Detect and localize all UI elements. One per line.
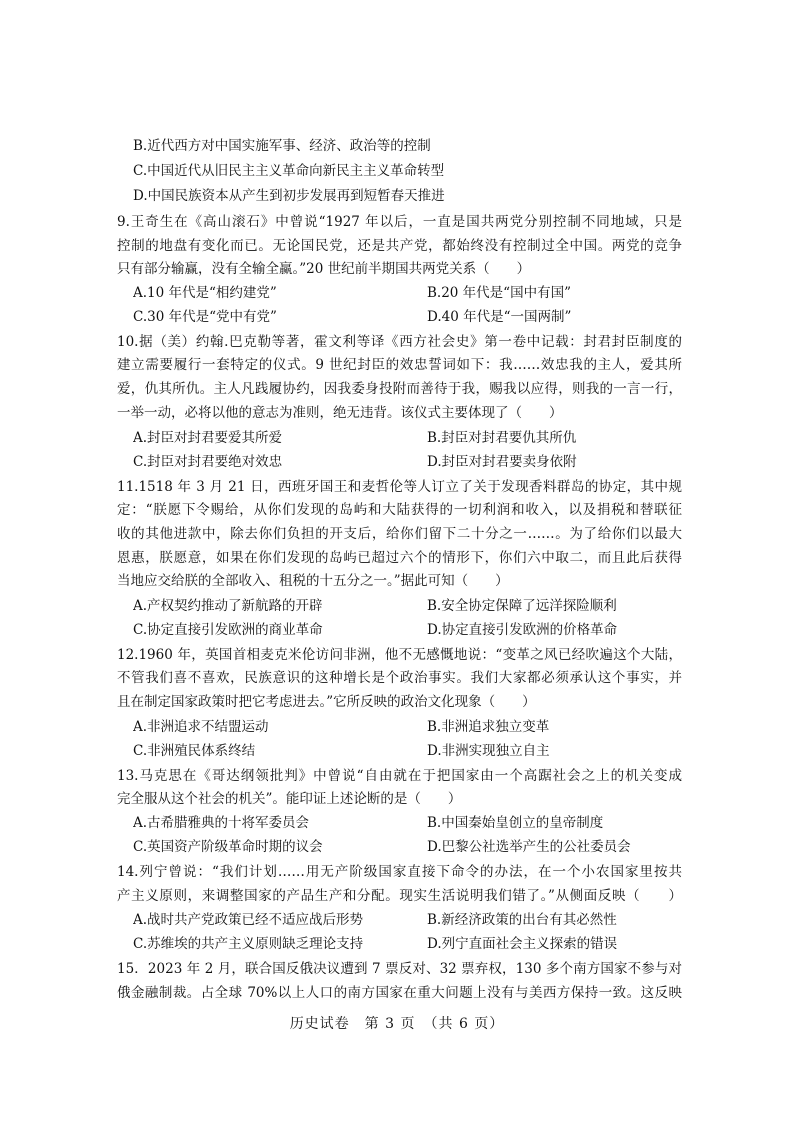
- q11-stem-line-1: 11.1518 年 3 月 21 日，西班牙国王和麦哲伦等人订立了关于发现香料群岛的协定，其中规: [117, 479, 682, 495]
- q12-option-c: C.非洲殖民体系终结: [133, 743, 256, 759]
- q11-stem-line-3: 收的其他进款中，除去你们负担的开支后，给你们留下二十分之一……。为了给你们以最大: [117, 526, 682, 542]
- q9-option-a: A.10 年代是“相约建党”: [133, 285, 277, 301]
- q14-option-a: A.战时共产党政策已经不适应战后形势: [133, 912, 364, 928]
- q12-stem-line-3: 且在制定国家政策时把它考虑进去。”它所反映的政治文化现象（ ）: [117, 694, 536, 710]
- q13-option-b: B.中国秦始皇创立的皇帝制度: [427, 815, 604, 831]
- q11-option-b: B.安全协定保障了远洋探险顺利: [427, 598, 617, 614]
- q9-stem-line-3: 只有部分输赢，没有全输全赢。”20 世纪前半期国共两党关系（ ）: [117, 261, 531, 277]
- q11-stem-line-4: 恩惠，朕愿意，如果在你们发现的岛屿已超过六个的情形下，你们六中取二，而且此后获得: [117, 550, 682, 566]
- q12-option-b: B.非洲追求独立变革: [427, 719, 550, 735]
- q12-stem-line-1: 12.1960 年，英国首相麦克米伦访问非洲，他不无感慨地说：“变革之风已经吹遍这个大陆，: [117, 647, 682, 663]
- q9-option-c: C.30 年代是“党中有党”: [133, 309, 277, 325]
- q13-option-a: A.古希腊雅典的十将军委员会: [133, 815, 310, 831]
- q11-stem-line-5: 当地应交给朕的全部收入、租税的十五分之一。”据此可知（ ）: [117, 573, 509, 589]
- q14-option-d: D.列宁直面社会主义探索的错误: [427, 936, 618, 952]
- q11-option-a: A.产权契约推动了新航路的开辟: [133, 598, 323, 614]
- q13-option-d: D.巴黎公社选举产生的公社委员会: [427, 839, 631, 855]
- q10-option-c: C.封臣对封君要绝对效忠: [133, 454, 283, 470]
- q10-option-a: A.封臣对封君要爱其所爱: [133, 430, 283, 446]
- q14-option-c: C.苏维埃的共产主义原则缺乏理论支持: [133, 936, 364, 952]
- q13-stem-line-1: 13.马克思在《哥达纲领批判》中曾说“自由就在于把国家由一个高踞社会之上的机关变成: [117, 768, 682, 784]
- q15-stem-line-2: 俄金融制裁。占全球 70%以上人口的南方国家在重大问题上没有与美西方保持一致。这反映: [117, 985, 682, 1001]
- q8-option-d: D.中国民族资本从产生到初步发展再到短暂春天推进: [133, 188, 445, 204]
- q11-option-d: D.协定直接引发欧洲的价格革命: [427, 622, 618, 638]
- q9-option-b: B.20 年代是“国中有国”: [427, 285, 571, 301]
- q12-option-a: A.非洲追求不结盟运动: [133, 719, 269, 735]
- q9-stem-line-2: 控制的地盘有变化而已。无论国民党，还是共产党，都始终没有控制过全中国。两党的竞争: [117, 238, 682, 254]
- q9-option-d: D.40 年代是“一国两制”: [427, 309, 572, 325]
- q13-option-c: C.英国资产阶级革命时期的议会: [133, 839, 323, 855]
- q10-stem-line-4: 一举一动，必将以他的意志为准则，绝无违背。该仪式主要体现了（ ）: [117, 405, 563, 421]
- q8-option-b: B.近代西方对中国实施军事、经济、政治等的控制: [133, 138, 431, 154]
- q14-stem-line-1: 14.列宁曾说：“我们计划……用无产阶级国家直接下命令的办法，在一个小农国家里按共: [117, 864, 682, 880]
- q11-option-c: C.协定直接引发欧洲的商业革命: [133, 622, 323, 638]
- q10-option-b: B.封臣对封君要仇其所仇: [427, 430, 577, 446]
- q13-stem-line-2: 完全服从这个社会的机关”。能印证上述论断的是（ ）: [117, 791, 462, 807]
- q11-stem-line-2: 定：“朕愿下令赐给，从你们发现的岛屿和大陆获得的一切利润和收入，以及捐税和替联征: [117, 502, 682, 518]
- q14-option-b: B.新经济政策的出台有其必然性: [427, 912, 617, 928]
- q8-option-c: C.中国近代从旧民主主义革命向新民主主义革命转型: [133, 163, 445, 179]
- q9-stem-line-1: 9.王奇生在《高山滚石》中曾说“1927 年以后，一直是国共两党分别控制不同地域，只是: [117, 214, 682, 230]
- q12-stem-line-2: 不管我们喜不喜欢，民族意识的这种增长是个政治事实。我们大家都必须承认这个事实，并: [117, 670, 682, 686]
- q10-option-d: D.封臣对封君要卖身依附: [427, 454, 577, 470]
- q10-stem-line-2: 建立需要履行一套特定的仪式。9 世纪封臣的效忠誓词如下：我……效忠我的主人，爱其所: [117, 357, 682, 373]
- page-footer: 历史试卷 第 3 页 （共 6 页）: [289, 1016, 505, 1032]
- q12-option-d: D.非洲实现独立自主: [427, 743, 550, 759]
- q14-stem-line-2: 产主义原则，来调整国家的产品生产和分配。现实生活说明我们错了。”从侧面反映（ ）: [117, 888, 682, 904]
- q10-stem-line-3: 爱，仇其所仇。主人凡践履协约，因我委身投附而善待于我，赐我以应得，则我的一言一行，: [117, 381, 682, 397]
- q10-stem-line-1: 10.据（美）约翰.巴克勒等著，霍文利等译《西方社会史》第一卷中记载：封君封臣制度的: [117, 334, 682, 350]
- q15-stem-line-1: 15．2023 年 2 月，联合国反俄决议遭到 7 票反对、32 票弃权，130 多个南方国家不参与对: [117, 961, 682, 977]
